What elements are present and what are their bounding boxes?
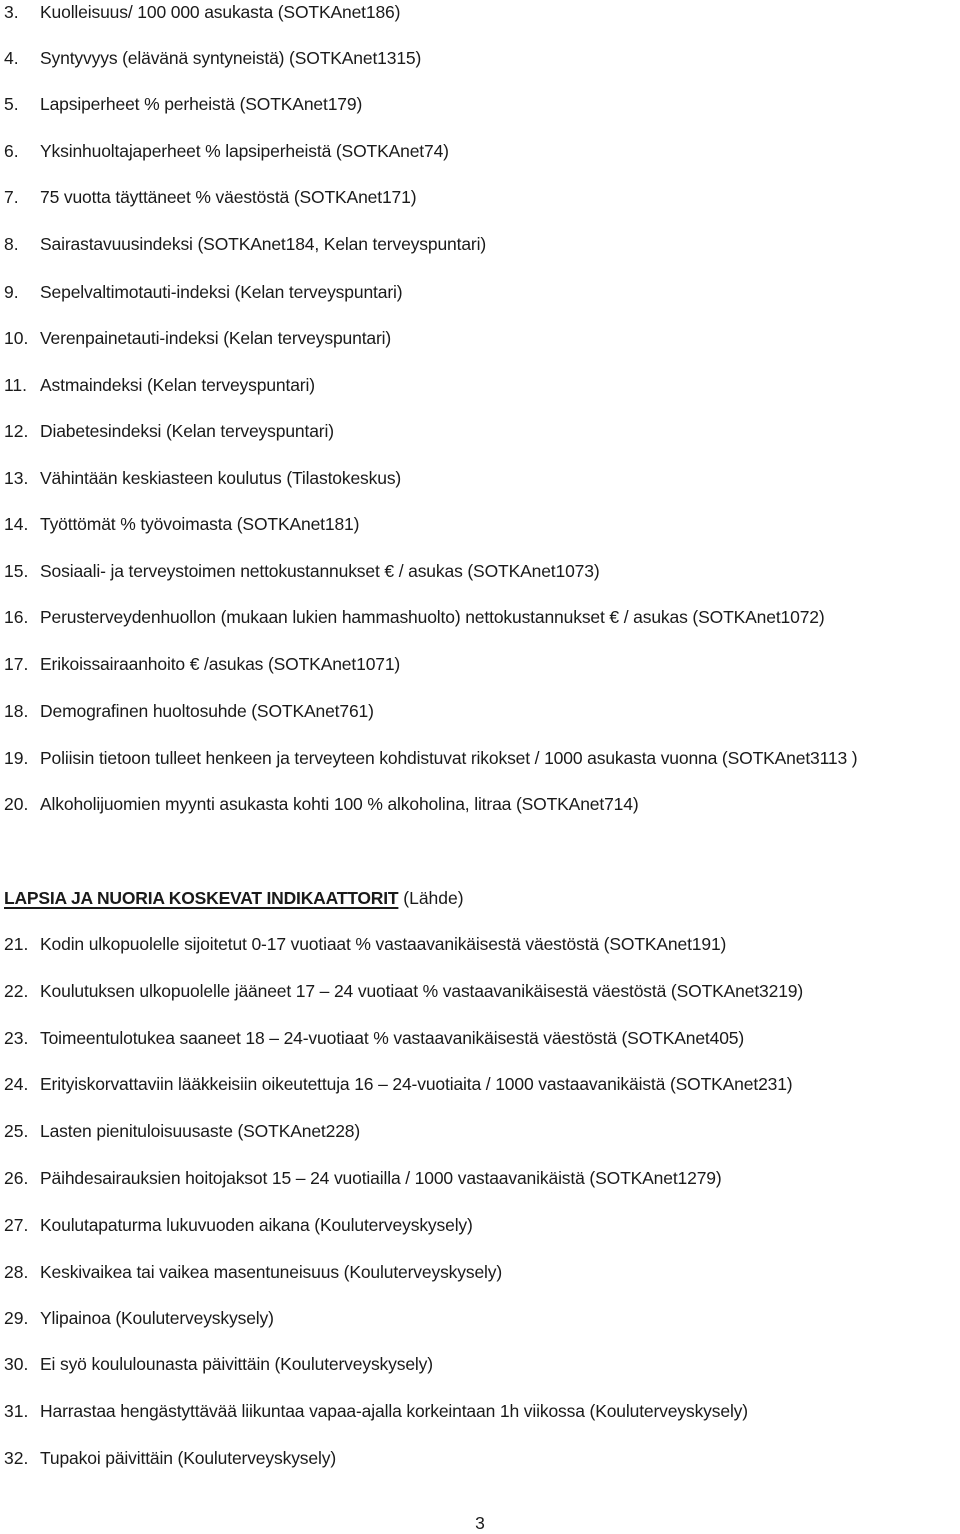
item-text: Perusterveydenhuollon (mukaan lukien hammashuolto) nettokustannukset € / asukas (SOTKAnet1072) — [40, 607, 825, 627]
item-number: 23. — [4, 1028, 29, 1048]
item-number: 7. — [4, 187, 19, 207]
item-text: Päihdesairauksien hoitojaksot 15 – 24 vuotiailla / 1000 vastaavanikäistä (SOTKAnet1279) — [40, 1168, 722, 1188]
item-number: 6. — [4, 141, 19, 161]
item-text: Lasten pienituloisuusaste (SOTKAnet228) — [40, 1121, 361, 1141]
item-number: 9. — [4, 282, 19, 302]
item-text: 75 vuotta täyttäneet % väestöstä (SOTKAnet171) — [40, 187, 417, 207]
item-text: Erikoissairaanhoito € /asukas (SOTKAnet1071) — [40, 654, 401, 674]
item-number: 13. — [4, 468, 29, 488]
item-number: 17. — [4, 654, 29, 674]
item-number: 10. — [4, 328, 29, 348]
page-number: 3 — [475, 1513, 485, 1533]
item-number: 16. — [4, 607, 29, 627]
item-number: 25. — [4, 1121, 29, 1141]
item-text: Erityiskorvattaviin lääkkeisiin oikeutettuja 16 – 24-vuotiaita / 1000 vastaavanikäistä (SOTKAnet231) — [40, 1074, 793, 1094]
item-number: 14. — [4, 514, 29, 534]
item-text: Kodin ulkopuolelle sijoitetut 0-17 vuotiaat % vastaavanikäisestä väestöstä (SOTKAnet191) — [40, 934, 727, 954]
section-heading-source: (Lähde) — [398, 888, 464, 908]
item-number: 26. — [4, 1168, 29, 1188]
item-text: Diabetesindeksi (Kelan terveyspuntari) — [40, 421, 334, 441]
item-text: Työttömät % työvoimasta (SOTKAnet181) — [40, 514, 360, 534]
item-number: 20. — [4, 794, 29, 814]
item-number: 3. — [4, 2, 19, 22]
item-text: Toimeentulotukea saaneet 18 – 24-vuotiaat % vastaavanikäisestä väestöstä (SOTKAnet405) — [40, 1028, 745, 1048]
item-text: Poliisin tietoon tulleet henkeen ja terveyteen kohdistuvat rikokset / 1000 asukasta vuonna (SOTKAnet3113 ) — [40, 748, 858, 768]
item-text: Ei syö koululounasta päivittäin (Kouluterveyskysely) — [40, 1354, 433, 1374]
item-text: Alkoholijuomien myynti asukasta kohti 100 % alkoholina, litraa (SOTKAnet714) — [40, 794, 639, 814]
item-number: 21. — [4, 934, 29, 954]
item-number: 19. — [4, 748, 29, 768]
item-number: 12. — [4, 421, 29, 441]
item-text: Tupakoi päivittäin (Kouluterveyskysely) — [40, 1448, 336, 1468]
item-number: 28. — [4, 1262, 29, 1282]
item-number: 32. — [4, 1448, 29, 1468]
item-text: Koulutapaturma lukuvuoden aikana (Kouluterveyskysely) — [40, 1215, 473, 1235]
item-text: Kuolleisuus/ 100 000 asukasta (SOTKAnet186) — [40, 2, 401, 22]
item-text: Sepelvaltimotauti-indeksi (Kelan terveyspuntari) — [40, 282, 403, 302]
item-number: 8. — [4, 234, 19, 254]
item-number: 22. — [4, 981, 29, 1001]
section-heading-youth-indicators — [4, 886, 464, 910]
item-number: 4. — [4, 48, 19, 68]
item-text: Sairastavuusindeksi (SOTKAnet184, Kelan terveyspuntari) — [40, 234, 487, 254]
item-number: 29. — [4, 1308, 29, 1328]
item-text: Harrastaa hengästyttävää liikuntaa vapaa-ajalla korkeintaan 1h viikossa (Kouluterveyskysely) — [40, 1401, 748, 1421]
item-text: Verenpainetauti-indeksi (Kelan terveyspuntari) — [40, 328, 392, 348]
item-text: Ylipainoa (Kouluterveyskysely) — [40, 1308, 274, 1328]
item-text: Lapsiperheet % perheistä (SOTKAnet179) — [40, 94, 363, 114]
item-number: 27. — [4, 1215, 29, 1235]
item-number: 5. — [4, 94, 19, 114]
section-heading-title: LAPSIA JA NUORIA KOSKEVAT INDIKAATTORIT — [4, 888, 399, 908]
item-text: Syntyvyys (elävänä syntyneistä) (SOTKAnet1315) — [40, 48, 422, 68]
item-number: 11. — [4, 375, 28, 395]
item-number: 18. — [4, 701, 29, 721]
item-text: Yksinhuoltajaperheet % lapsiperheistä (SOTKAnet74) — [40, 141, 449, 161]
item-number: 15. — [4, 561, 29, 581]
item-text: Koulutuksen ulkopuolelle jääneet 17 – 24 vuotiaat % vastaavanikäisestä väestöstä (SOTKAnet3219) — [40, 981, 804, 1001]
item-number: 30. — [4, 1354, 29, 1374]
item-text: Vähintään keskiasteen koulutus (Tilastokeskus) — [40, 468, 402, 488]
item-text: Keskivaikea tai vaikea masentuneisuus (Kouluterveyskysely) — [40, 1262, 503, 1282]
item-text: Sosiaali- ja terveystoimen nettokustannukset € / asukas (SOTKAnet1073) — [40, 561, 600, 581]
item-text: Demografinen huoltosuhde (SOTKAnet761) — [40, 701, 374, 721]
item-text: Astmaindeksi (Kelan terveyspuntari) — [40, 375, 315, 395]
item-number: 31. — [4, 1401, 29, 1421]
item-number: 24. — [4, 1074, 29, 1094]
